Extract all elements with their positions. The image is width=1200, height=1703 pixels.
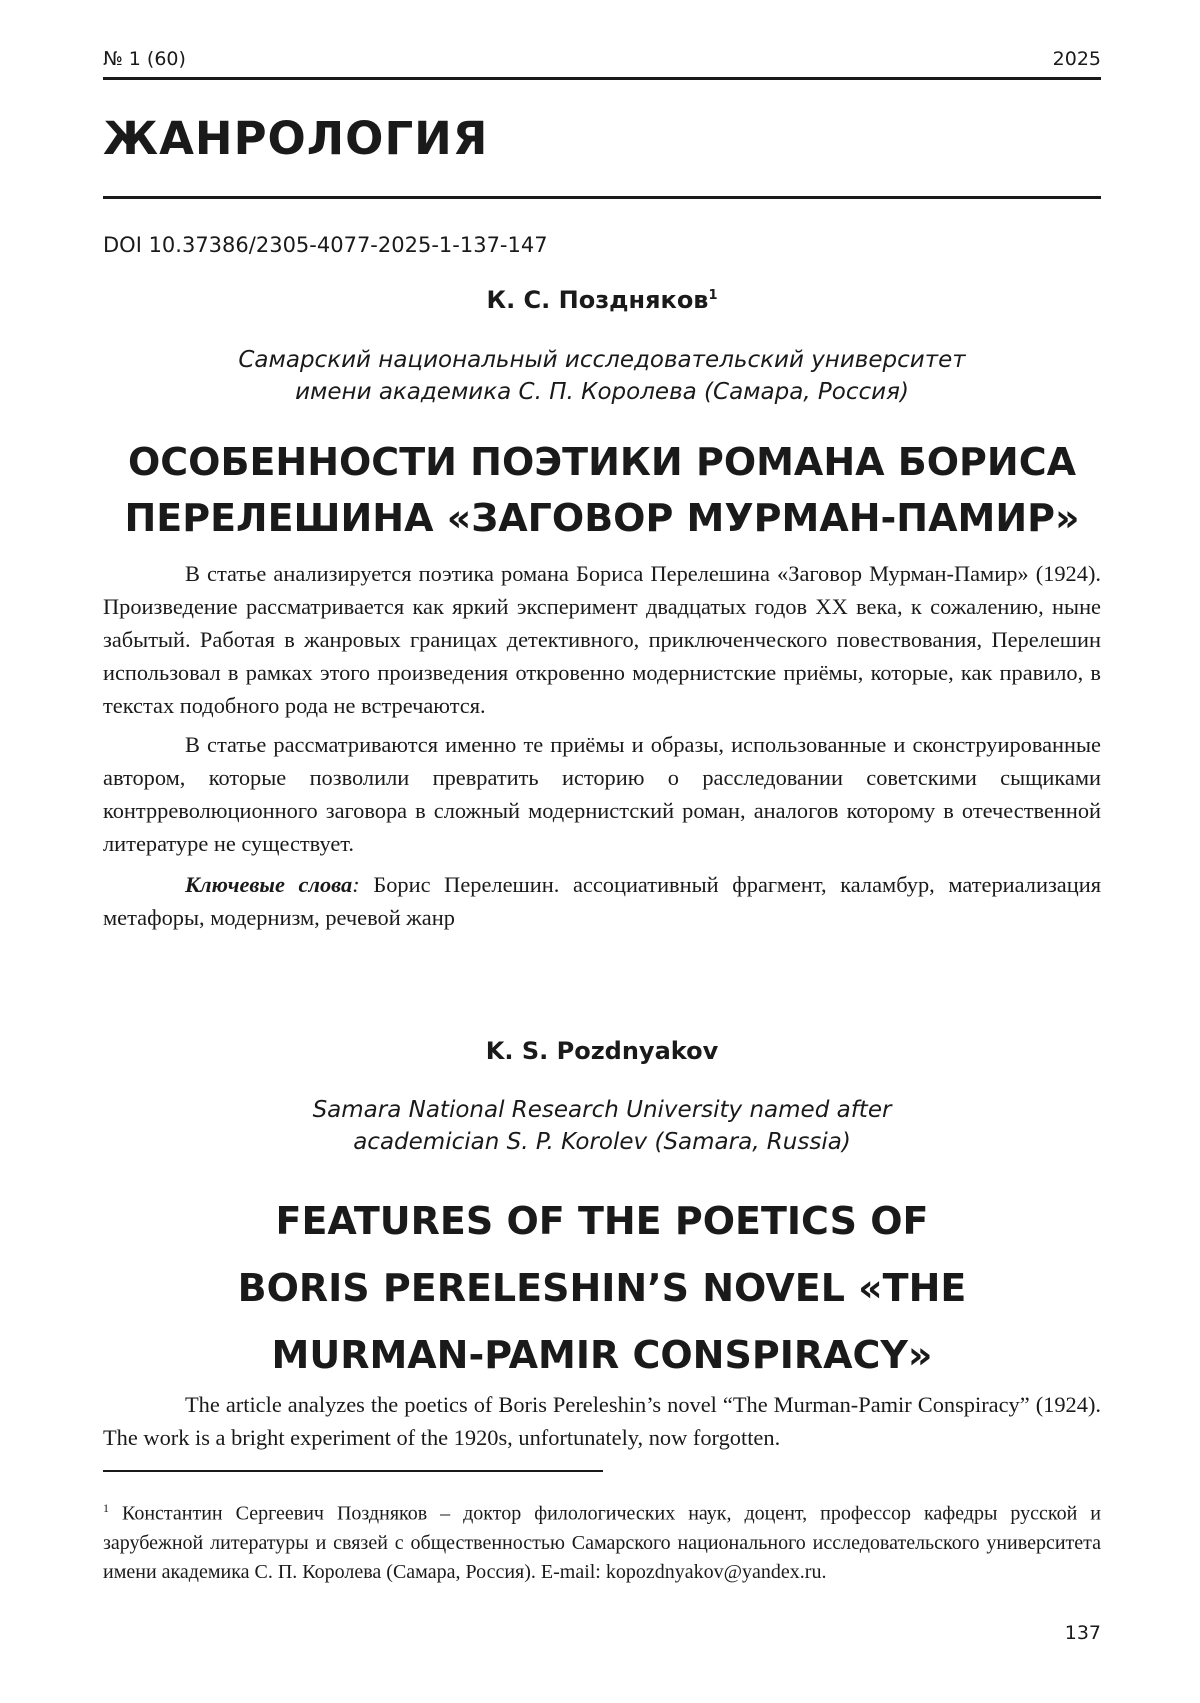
footnote-rule (103, 1470, 603, 1472)
footnote-ref[interactable]: 1 (708, 288, 718, 303)
title-en-line3: MURMAN-PAMIR CONSPIRACY» (271, 1333, 933, 1377)
affiliation-ru-line1: Самарский национальный исследовательский университет (238, 347, 966, 373)
abstract-en (103, 1388, 1101, 1454)
title-en-line2: BORIS PERELESHIN’S NOVEL «THE (237, 1266, 967, 1310)
keywords-list: Борис Перелешин. ассоциативный фрагмент, каламбур, материализация метафоры, модернизм, речевой жанр (103, 872, 1101, 930)
section-title: ЖАНРОЛОГИЯ (103, 112, 489, 165)
title-ru-line1: ОСОБЕННОСТИ ПОЭТИКИ РОМАНА БОРИСА (127, 440, 1076, 484)
abstract-ru-paragraph-1: В статье анализируется поэтика романа Бориса Перелешина «Заговор Мурман-Памир» (1924). Произведение рассматривается как яркий эксперимент двадцатых годов XX века, к сожалению, ныне забытый. Работая в жанровых границах детективного, приключенческого повествования, Перелешин использовал в рамках этого произведения откровенно модернистские приёмы, которые, как правило, в текстах подобного рода не встречаются. (103, 561, 1101, 718)
journal-page (103, 0, 1101, 1703)
issue-number: № 1 (60) (103, 48, 186, 70)
keywords-ru (103, 868, 1101, 934)
affiliation-en-line2: academician S. P. Korolev (Samara, Russia) (353, 1129, 851, 1155)
author-en: K. S. Pozdnyakov (485, 1037, 719, 1065)
article-title-en (103, 1188, 1101, 1389)
footnote (103, 1494, 1101, 1587)
abstract-en-paragraph-1: The article analyzes the poetics of Boris Pereleshin’s novel “The Murman-Pamir Conspiracy” (1924). The work is a bright experiment of the 1920s, unfortunately, now forgotten. (103, 1392, 1101, 1450)
author-ru-name: К. С. Поздняков (486, 286, 709, 314)
doi: DOI 10.37386/2305-4077-2025-1-137-147 (103, 233, 548, 257)
abstract-ru (103, 557, 1101, 934)
header-rule (103, 77, 1101, 80)
article-title-ru (103, 434, 1101, 546)
issue-year: 2025 (1052, 48, 1101, 70)
footnote-text: Константин Сергеевич Поздняков – доктор филологических наук, доцент, профессор кафедры русской и зарубежной литературы и связей с общественностью Самарского национального исследовательского университета имени академика С. П. Королева (Самара, Россия). E-mail: kopozdnyakov@yandex.ru. (103, 1502, 1101, 1583)
affiliation-en (103, 1094, 1101, 1158)
affiliation-en-line1: Samara National Research University named after (312, 1097, 892, 1123)
title-en-line1: FEATURES OF THE POETICS OF (275, 1199, 929, 1243)
author-ru (103, 286, 1101, 314)
affiliation-ru (103, 344, 1101, 408)
title-ru-line2: ПЕРЕЛЕШИНА «ЗАГОВОР МУРМАН-ПАМИР» (124, 496, 1080, 540)
footnote-mark: 1 (103, 1501, 109, 1515)
affiliation-ru-line2: имени академика С. П. Королева (Самара, Россия) (295, 379, 909, 405)
running-header (103, 48, 1101, 70)
keywords-label: Ключевые слова (185, 872, 353, 897)
abstract-ru-paragraph-2: В статье рассматриваются именно те приёмы и образы, использованные и сконструированные автором, которые позволили превратить историю о расследовании советскими сыщиками контрреволюционного заговора в сложный модернистский роман, аналогов которому в отечественной литературе не существует. (103, 732, 1101, 856)
keywords-colon: : (352, 872, 360, 897)
section-rule (103, 196, 1101, 199)
page-number: 137 (1064, 1622, 1101, 1644)
